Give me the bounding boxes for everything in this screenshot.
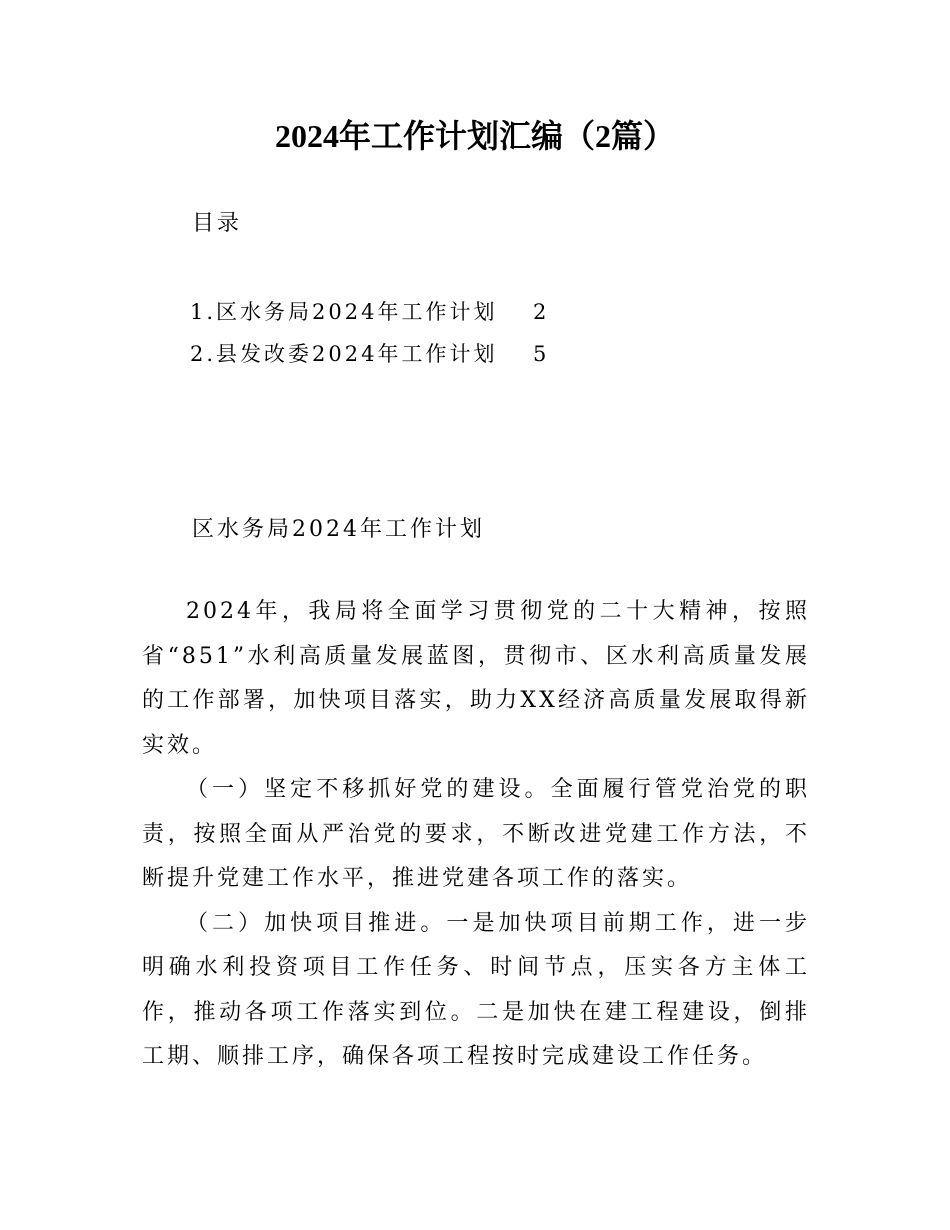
toc-item-label: 1.区水务局2024年工作计划 xyxy=(190,300,498,324)
toc-item-label: 2.县发改委2024年工作计划 xyxy=(190,342,498,366)
toc-item[interactable] xyxy=(190,336,590,378)
toc-heading: 目录 xyxy=(192,211,243,236)
toc-item-page-number: 5 xyxy=(533,342,550,366)
section-body xyxy=(142,590,810,1080)
toc-item-page-number: 2 xyxy=(533,300,550,324)
document-title: 2024年工作计划汇编（2篇） xyxy=(274,118,675,154)
table-of-contents xyxy=(190,294,590,378)
body-paragraph: （一）坚定不移抓好党的建设。全面履行管党治党的职责，按照全面从严治党的要求，不断改进党建工作方法，不断提升党建工作水平，推进党建各项工作的落实。 xyxy=(142,777,810,891)
body-paragraph: 2024年，我局将全面学习贯彻党的二十大精神，按照省“851”水利高质量发展蓝图，贯彻市、区水利高质量发展的工作部署，加快项目落实，助力XX经济高质量发展取得新实效。 xyxy=(142,599,810,758)
section-title: 区水务局2024年工作计划 xyxy=(192,517,485,542)
toc-item[interactable] xyxy=(190,294,590,336)
body-paragraph: （二）加快项目推进。一是加快项目前期工作，进一步明确水利投资项目工作任务、时间节点，压实各方主体工作，推动各项工作落实到位。二是加快在建工程建设，倒排工期、顺排工序，确保各项工程按时完成建设工作任务。 xyxy=(142,910,810,1069)
